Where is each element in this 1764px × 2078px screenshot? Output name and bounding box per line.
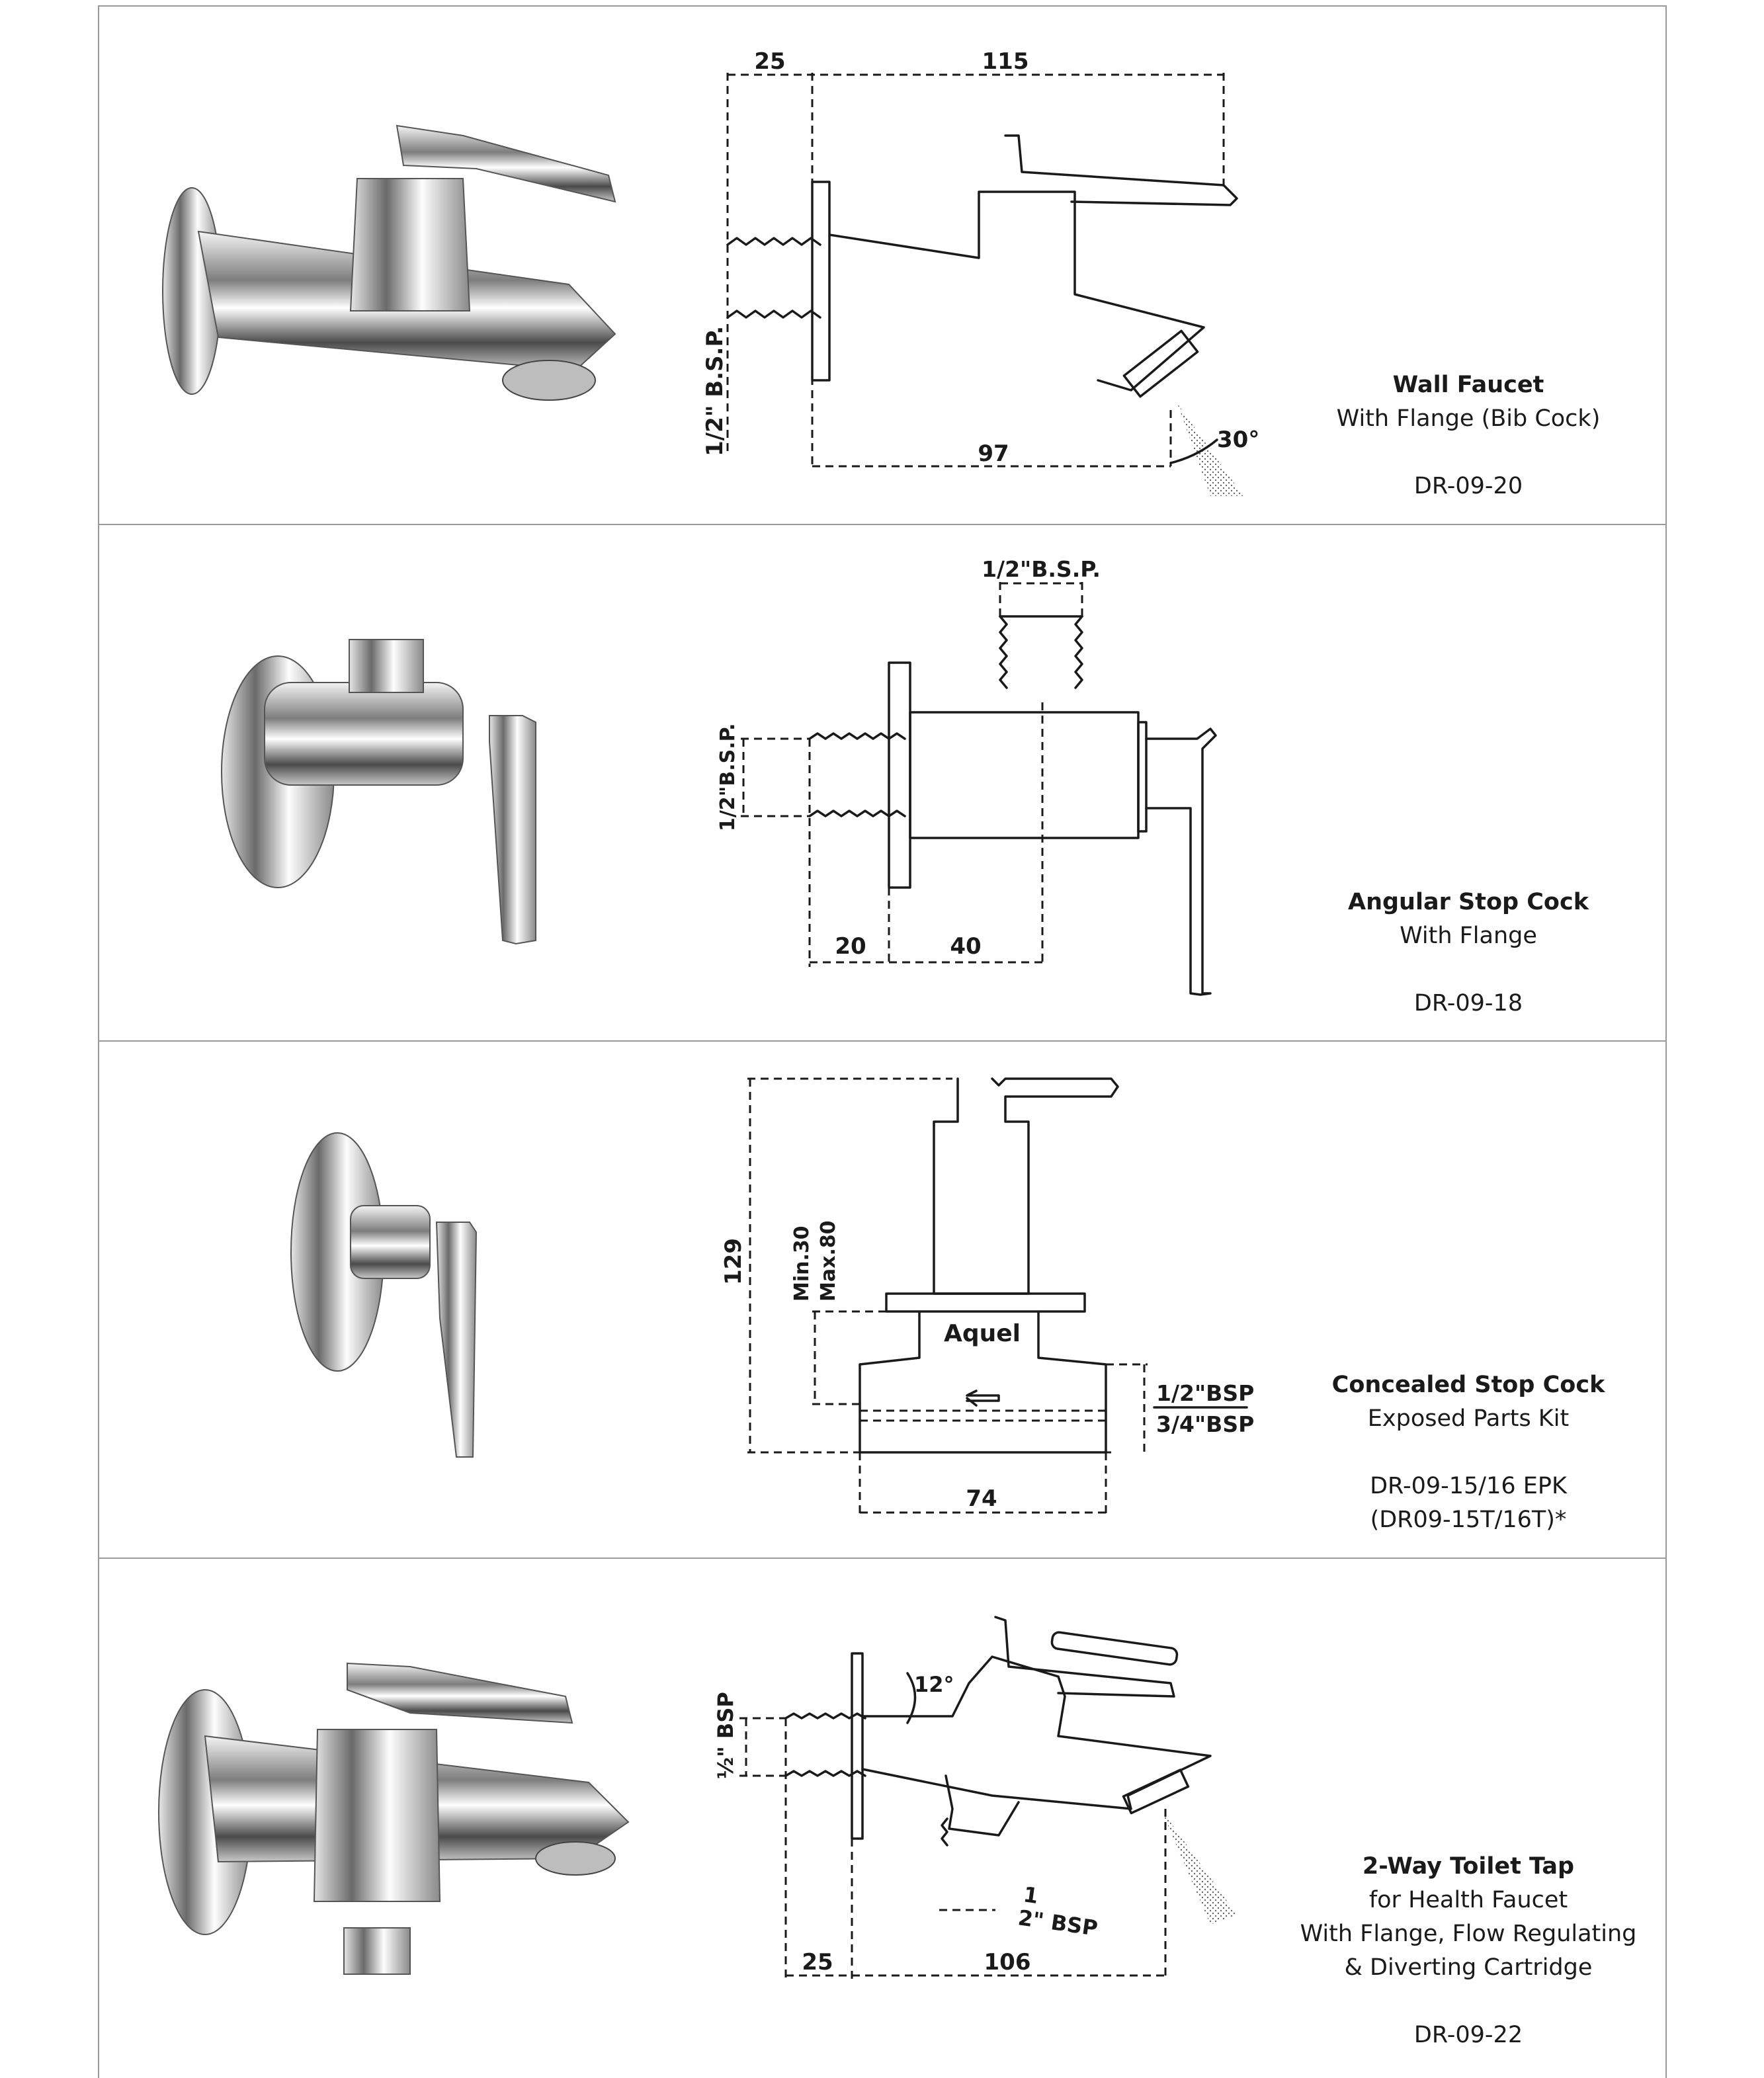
product-subtitle: With Flange (Bib Cock) (1336, 405, 1601, 432)
product-caption (1257, 1850, 1680, 2052)
dim-angle: 30° (1217, 427, 1260, 453)
dim-label: Max.80 (817, 1220, 840, 1302)
thread-label: 2" BSP (1016, 1905, 1099, 1941)
dim-label: Min.30 (790, 1226, 814, 1302)
two-way-toilet-tap-photo (159, 1663, 628, 1974)
product-code: DR-09-18 (1413, 990, 1523, 1017)
wall-faucet-drawing (702, 48, 1259, 496)
concealed-stop-cock-photo (291, 1133, 476, 1457)
product-subtitle: With Flange, Flow Regulating (1300, 1921, 1637, 1947)
product-code: DR-09-20 (1413, 473, 1523, 499)
brand-logo: Aquel (943, 1320, 1021, 1347)
product-subtitle: With Flange (1400, 923, 1537, 949)
thread-fraction: 1 (1021, 1882, 1040, 1909)
dim-angle: 12° (914, 1672, 954, 1697)
thread-label: 1/2" B.S.P. (702, 325, 728, 456)
product-code-alt: (DR09-15T/16T)* (1370, 1507, 1567, 1533)
product-title: 2-Way Toilet Tap (1362, 1853, 1575, 1880)
dim-label: 40 (950, 933, 982, 960)
product-subtitle: for Health Faucet (1368, 1887, 1568, 1913)
angular-stop-cock-photo (222, 640, 536, 944)
thread-label: 1/2"B.S.P. (716, 723, 739, 831)
dim-label: 106 (984, 1949, 1031, 1975)
two-way-toilet-tap-drawing (713, 1617, 1237, 1981)
angular-stop-cock-drawing (716, 556, 1216, 995)
product-code: DR-09-15/16 EPK (1370, 1473, 1567, 1499)
wall-faucet-photo (163, 126, 615, 400)
product-caption (1257, 1368, 1680, 1537)
dim-label: 97 (978, 440, 1009, 467)
concealed-stop-cock-drawing (720, 1079, 1254, 1517)
product-title: Angular Stop Cock (1347, 889, 1589, 915)
product-subtitle: Exposed Parts Kit (1367, 1405, 1570, 1432)
product-code: DR-09-22 (1413, 2022, 1523, 2048)
dim-label: 25 (802, 1949, 833, 1975)
product-caption (1257, 368, 1680, 503)
thread-label: ½" BSP (713, 1692, 738, 1779)
dim-label: 25 (754, 48, 786, 75)
product-subtitle: & Diverting Cartridge (1344, 1954, 1593, 1981)
dim-label: 74 (966, 1485, 997, 1512)
dim-label: 20 (835, 933, 866, 960)
thread-label: 3/4"BSP (1156, 1411, 1255, 1437)
product-caption (1257, 886, 1680, 1020)
dim-label: 129 (720, 1238, 747, 1285)
thread-label: 1/2"BSP (1156, 1380, 1255, 1406)
product-title: Concealed Stop Cock (1331, 1372, 1605, 1398)
thread-label: 1/2"B.S.P. (982, 556, 1101, 582)
product-title: Wall Faucet (1392, 372, 1544, 398)
dim-label: 115 (982, 48, 1029, 75)
